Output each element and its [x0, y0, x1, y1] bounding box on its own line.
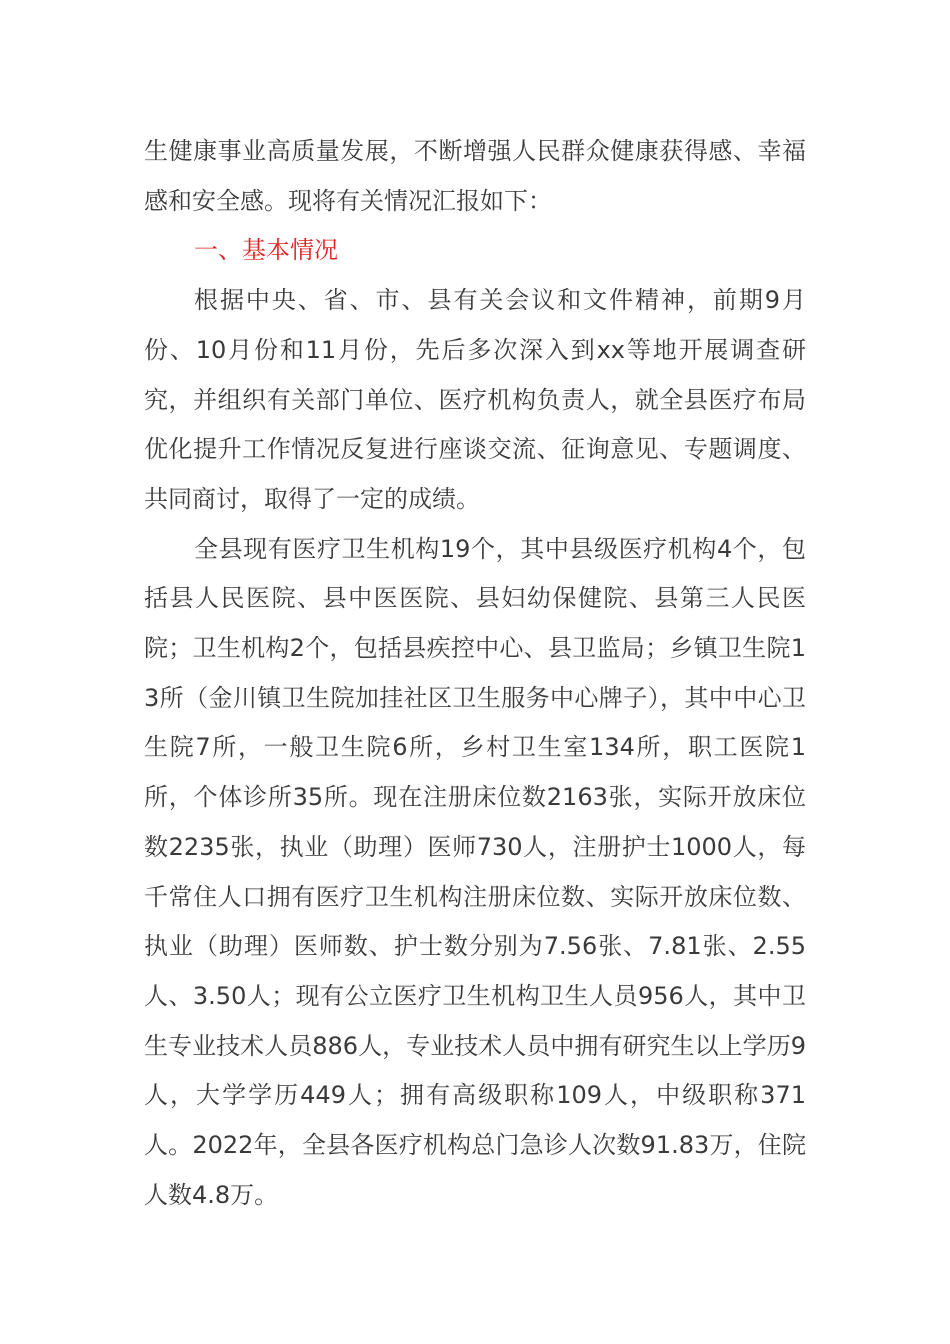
paragraph-research: 根据中央、省、市、县有关会议和文件精神，前期9月份、10月份和11月份，先后多次深入到xx等地开展调查研究，并组织有关部门单位、医疗机构负责人，就全县医疗布局优化提升工作情况反复进行座谈交流、征询意见、专题调度、共同商讨，取得了一定的成绩。: [144, 286, 806, 513]
paragraph-statistics: 全县现有医疗卫生机构19个，其中县级医疗机构4个，包括县人民医院、县中医医院、县妇幼保健院、县第三人民医院；卫生机构2个，包括县疾控中心、县卫监局；乡镇卫生院13所（金川镇卫生院加挂社区卫生服务中心牌子），其中中心卫生院7所，一般卫生院6所，乡村卫生室134所，职工医院1所，个体诊所35所。现在注册床位数2163张，实际开放床位数2235张，执业（助理）医师730人，注册护士1000人，每千常住人口拥有医疗卫生机构注册床位数、实际开放床位数、执业（助理）医师数、护士数分别为7.56张、7.81张、2.55人、3.50人；现有公立医疗卫生机构卫生人员956人，其中卫生专业技术人员886人，专业技术人员中拥有研究生以上学历9人，大学学历449人；拥有高级职称109人，中级职称371人。2022年，全县各医疗机构总门急诊人次数91.83万，住院人数4.8万。: [144, 534, 806, 1209]
section-heading: 一、基本情况: [194, 236, 338, 265]
continuation-paragraph: 生健康事业高质量发展，不断增强人民群众健康获得感、幸福感和安全感。现将有关情况汇报如下：: [144, 137, 806, 215]
document-body: [144, 127, 806, 1220]
